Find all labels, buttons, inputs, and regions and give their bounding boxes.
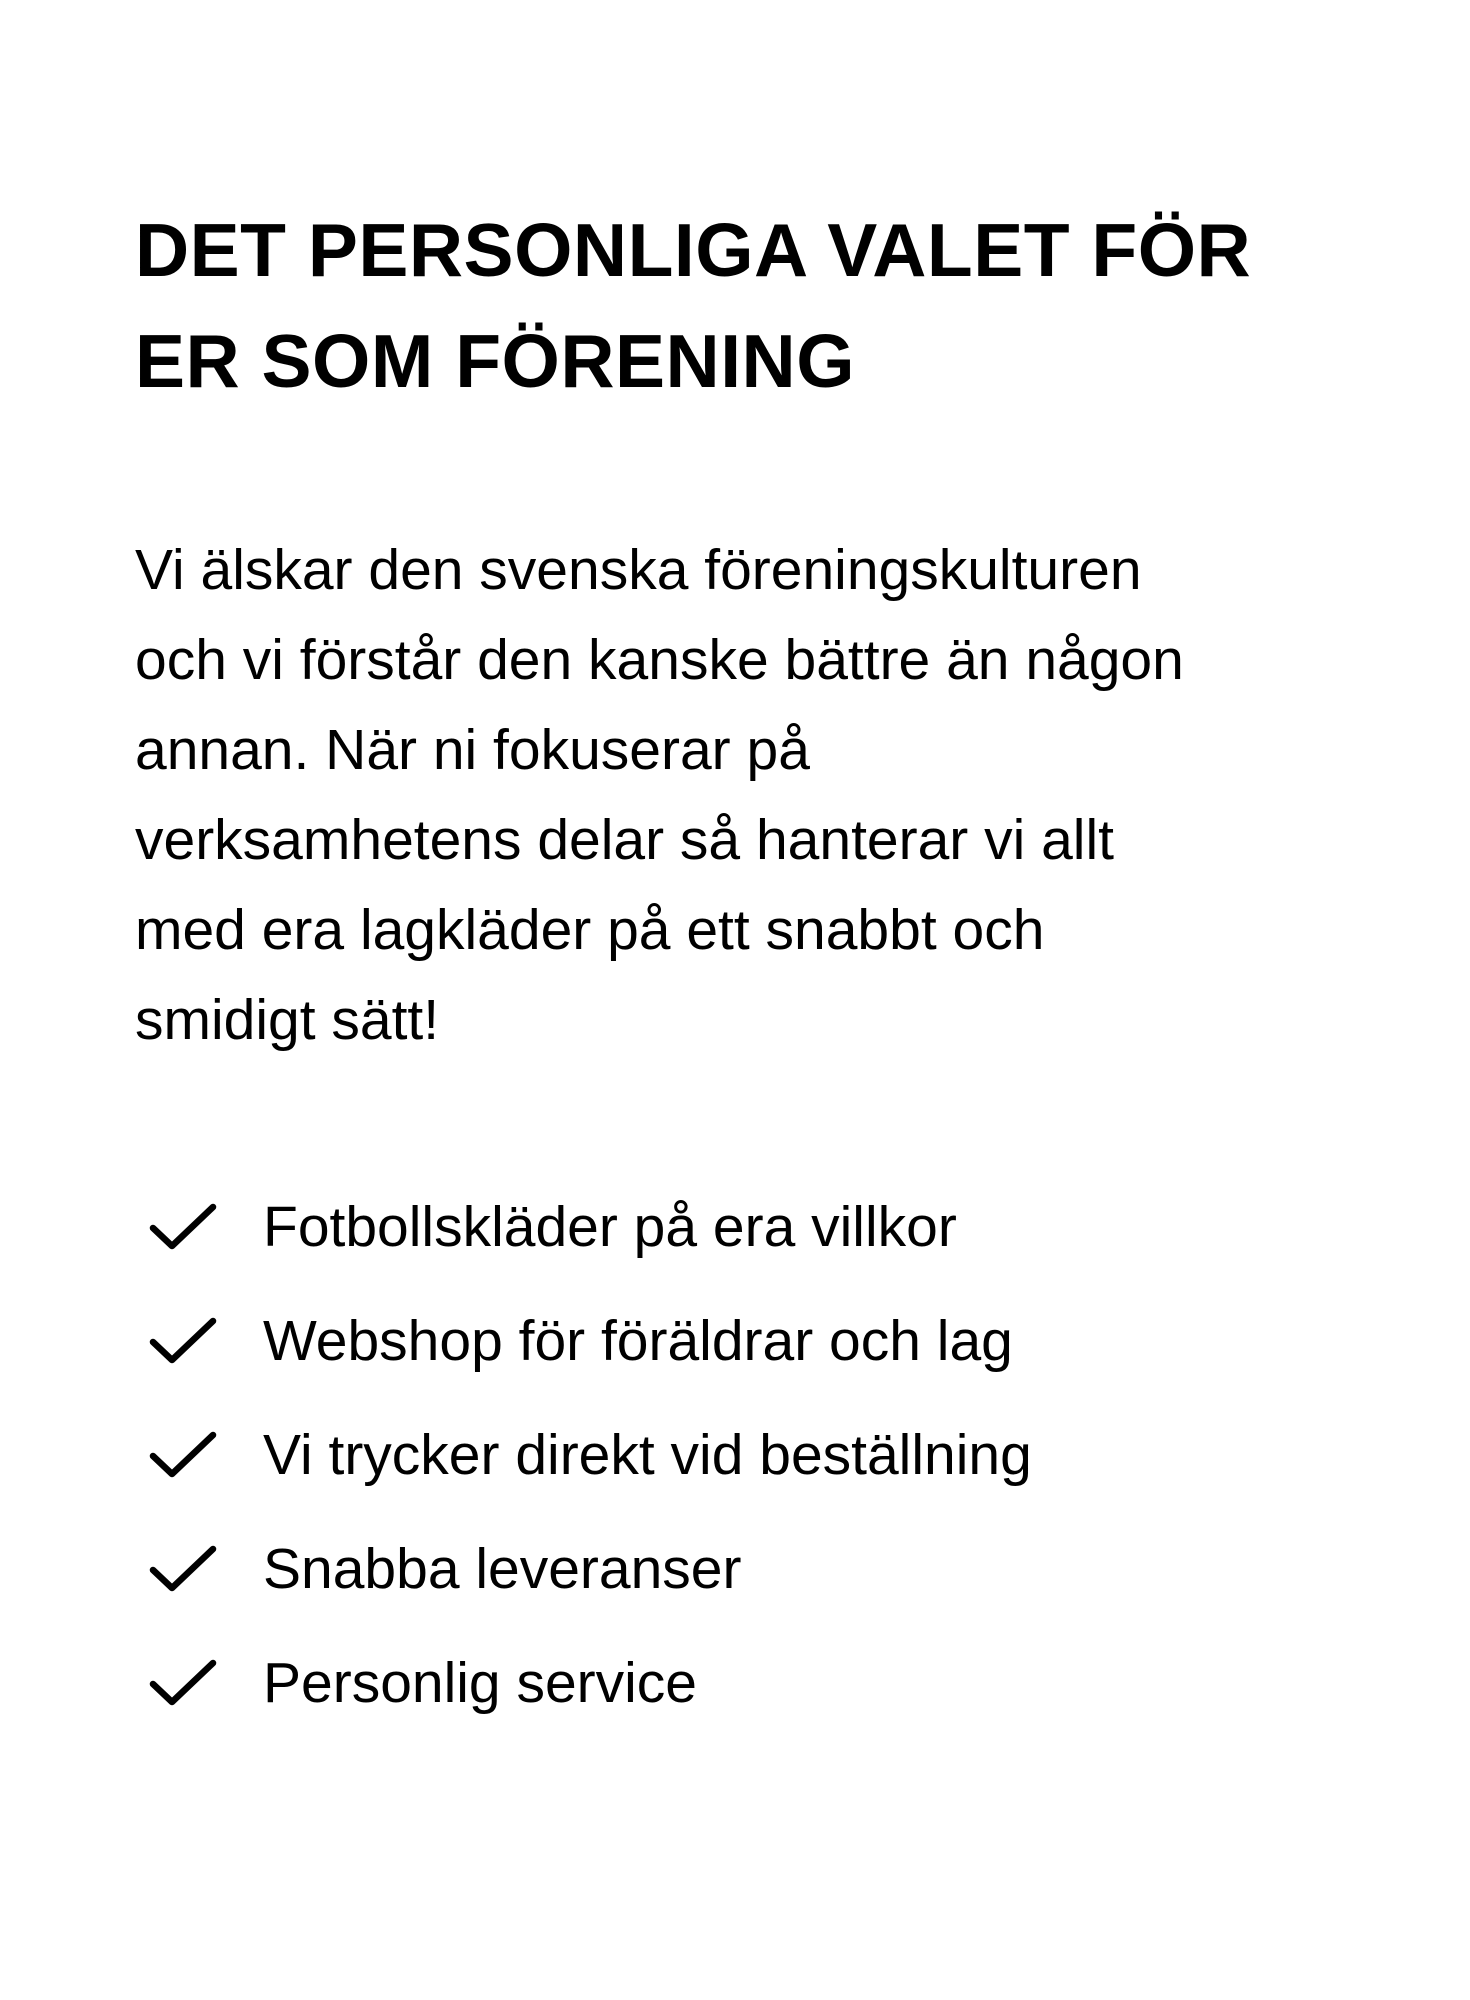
- list-item: [135, 1512, 1375, 1626]
- feature-list: [135, 1170, 1375, 1740]
- intro-line: Vi älskar den svenska föreningskulturen: [135, 538, 1142, 602]
- checkmark-icon: [145, 1197, 221, 1257]
- feature-label: Personlig service: [263, 1651, 698, 1715]
- checkmark-icon: [145, 1311, 221, 1371]
- list-item: [135, 1626, 1375, 1740]
- checkmark-icon: [145, 1425, 221, 1485]
- intro-line: smidigt sätt!: [135, 988, 440, 1052]
- feature-label: Snabba leveranser: [263, 1537, 742, 1601]
- checkmark-icon: [145, 1539, 221, 1599]
- list-item: [135, 1170, 1375, 1284]
- intro-line: och vi förstår den kanske bättre än någon: [135, 628, 1184, 692]
- content-section: [135, 195, 1375, 1715]
- feature-label: Webshop för föräldrar och lag: [263, 1309, 1013, 1373]
- page-title-line: ER SOM FÖRENING: [135, 319, 856, 403]
- list-item: [135, 1398, 1375, 1512]
- page-title-line: DET PERSONLIGA VALET FÖR: [135, 208, 1252, 292]
- intro-paragraph: [135, 525, 1375, 1065]
- feature-label: Fotbollskläder på era villkor: [263, 1195, 957, 1259]
- intro-line: annan. När ni fokuserar på: [135, 718, 810, 782]
- page-title: [135, 195, 1375, 417]
- feature-label: Vi trycker direkt vid beställning: [263, 1423, 1032, 1487]
- checkmark-icon: [145, 1653, 221, 1713]
- intro-line: verksamhetens delar så hanterar vi allt: [135, 808, 1114, 872]
- intro-line: med era lagkläder på ett snabbt och: [135, 898, 1045, 962]
- list-item: [135, 1284, 1375, 1398]
